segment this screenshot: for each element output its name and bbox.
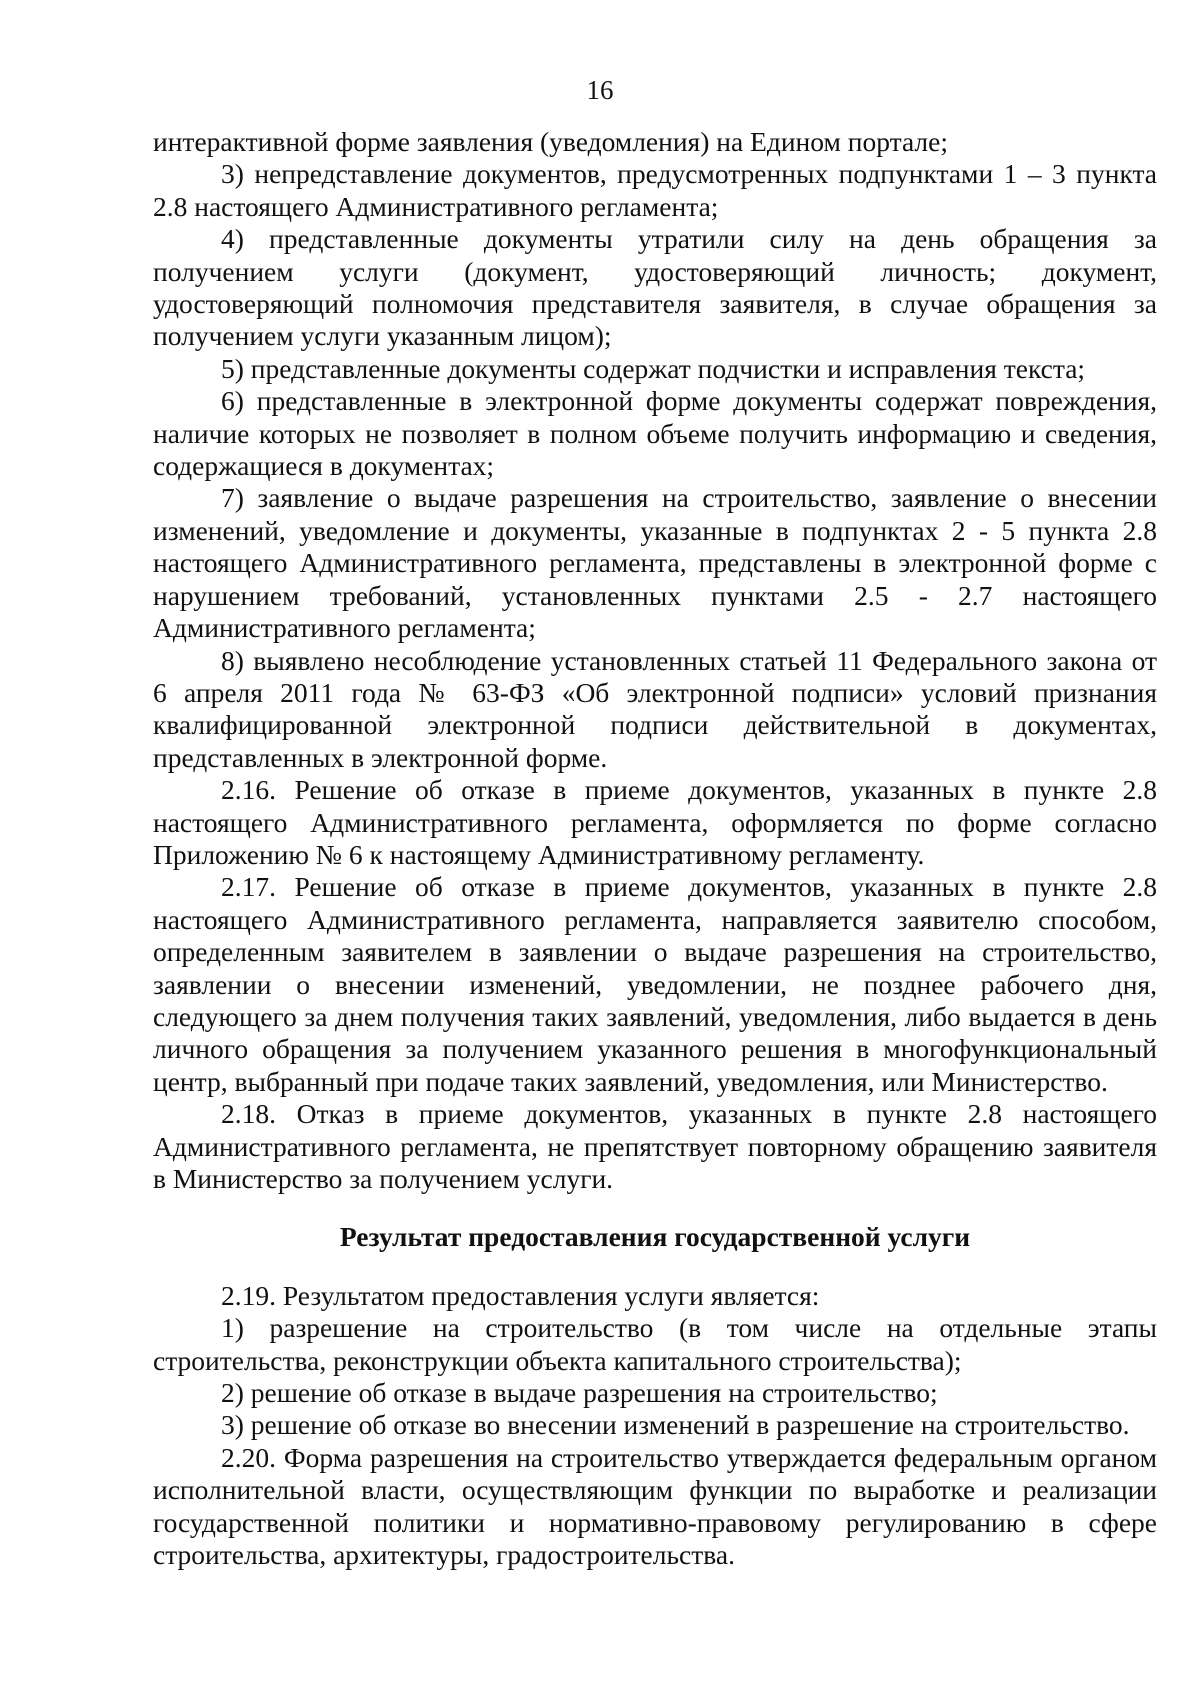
- paragraph-item-6: 6) представленные в электронной форме документы содержат повреждения, наличие которых не позволяет в полном объеме получить информацию и сведения, содержащиеся в документах;: [153, 385, 1157, 482]
- paragraph-item-3: 3) непредставление документов, предусмотренных подпунктами 1 – 3 пункта 2.8 настоящего Административного регламента;: [153, 158, 1157, 222]
- paragraph-result-3: 3) решение об отказе во внесении изменений в разрешение на строительство.: [221, 1409, 1130, 1441]
- section-heading: Результат предоставления государственной услуги: [339, 1221, 971, 1253]
- paragraph-result-2: 2) решение об отказе в выдаче разрешения на строительство;: [221, 1377, 938, 1409]
- paragraph-result-1: 1) разрешение на строительство (в том числе на отдельные этапы строительства, реконструкции объекта капитального строительства);: [153, 1312, 1157, 1376]
- paragraph-2-19: 2.19. Результатом предоставления услуги является:: [221, 1279, 820, 1311]
- paragraph-item-5: 5) представленные документы содержат подчистки и исправления текста;: [221, 352, 1086, 384]
- paragraph-2-20: 2.20. Форма разрешения на строительство утверждается федеральным органом исполнительной власти, осуществляющим функции по выработке и реализации государственной политики и нормативно-правовому регулированию в сфере строительства, архитектуры, градостроительства.: [153, 1441, 1157, 1571]
- paragraph-continuation: интерактивной форме заявления (уведомления) на Едином портале;: [153, 126, 948, 157]
- page-number: 16: [586, 75, 614, 105]
- paragraph-item-7: 7) заявление о выдаче разрешения на строительство, заявление о внесении изменений, уведомление и документы, указанные в подпунктах 2 - 5 пункта 2.8 настоящего Административного регламента, представлены в электронной форме с нарушением требований, установленных пунктами 2.5 - 2.7 настоящего Административного регламента;: [153, 482, 1157, 644]
- paragraph-item-8: 8) выявлено несоблюдение установленных статьей 11 Федерального закона от 6 апреля 2011 года № 63-ФЗ «Об электронной подписи» условий признания квалифицированной электронной подписи действительной в документах, представленных в электронной форме.: [153, 644, 1157, 773]
- document-body: [153, 126, 1157, 1571]
- paragraph-2-16: 2.16. Решение об отказе в приеме документов, указанных в пункте 2.8 настоящего Административного регламента, оформляется по форме согласно Приложению № 6 к настоящему Административному регламенту.: [153, 774, 1157, 870]
- paragraph-2-17: 2.17. Решение об отказе в приеме документов, указанных в пункте 2.8 настоящего Административного регламента, направляется заявителю способом, определенным заявителем в заявлении о выдаче разрешения на строительство, заявлении о внесении изменений, уведомлении, не позднее рабочего дня, следующего за днем получения таких заявлений, уведомления, либо выдается в день личного обращения за получением указанного решения в многофункциональный центр, выбранный при подаче таких заявлений, уведомления, или Министерство.: [153, 871, 1157, 1097]
- paragraph-item-4: 4) представленные документы утратили силу на день обращения за получением услуги (документ, удостоверяющий личность; документ, удостоверяющий полномочия представителя заявителя, в случае обращения за получением услуги указанным лицом);: [153, 223, 1157, 352]
- paragraph-2-18: 2.18. Отказ в приеме документов, указанных в пункте 2.8 настоящего Административного регламента, не препятствует повторному обращению заявителя в Министерство за получением услуги.: [153, 1098, 1157, 1194]
